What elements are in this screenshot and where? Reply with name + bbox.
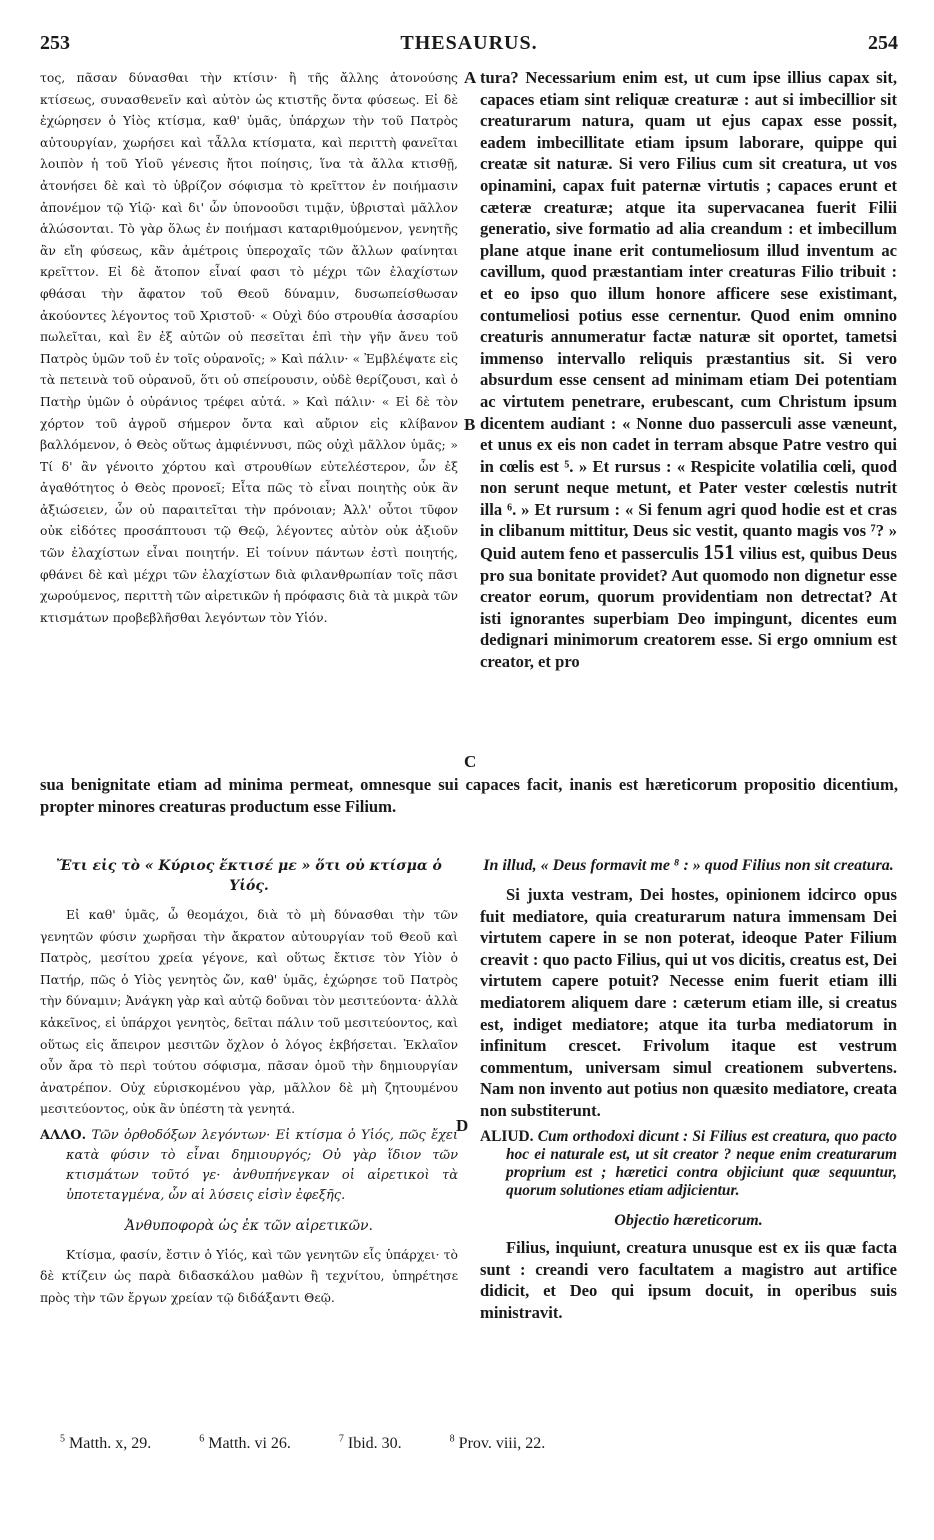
running-head — [40, 32, 898, 56]
margin-letter-b: B — [464, 415, 476, 434]
footnotes — [60, 1434, 900, 1456]
right-page-number: 254 — [868, 32, 898, 54]
greek-allo-block — [40, 1126, 458, 1206]
latin-section-heading: In illud, « Deus formavit me ⁸ : » quod Filius non sit creatura. — [483, 857, 894, 874]
footnote: $^5$ Matth. x, 29. — [60, 1434, 152, 1453]
greek-column-top — [40, 67, 458, 628]
greek-column-bottom — [40, 856, 458, 1308]
margin-letter-a: A — [464, 68, 477, 87]
left-page-number: 253 — [40, 32, 70, 54]
margin-letter-d: D — [456, 1116, 469, 1135]
latin-column-top — [480, 67, 897, 673]
running-title: THESAURUS. — [400, 32, 538, 54]
column-number: 151 — [703, 540, 735, 565]
latin-paragraph — [480, 67, 897, 673]
footnote: $^6$ Matth. vi 26. — [199, 1434, 291, 1453]
greek-paragraph: τος, πᾶσαν δύνασθαι τὴν κτίσιν· ἢ τῆς ἄλλης ἀτονούσης κτίσεως, συνασθενεῖν καὶ αὐτὸν ὡς κτιστῆς ὄντα φύσεως. Εἰ δὲ ἐχώρησεν ὁ Υἱὸς κτίσμα, καθ' ὑμᾶς, ὑπάρχων τὴν τοῦ Πατρὸς αὐτουργίαν, χωρήσει καὶ τἆλλα κτίσματα, καὶ περιττὴ φανεῖται λοιπὸν ἡ τοῦ Υἱοῦ γένεσις ἤτοι ποίησις, ἵνα τὰ ἄλλα κτισθῇ, ἀτονήσει δὲ καὶ τὸ ὑβρίζον σόφισμα τὸ κρεῖττον ἐν ποιήμασιν ἀπονέμον τῷ Υἱῷ· καὶ δι' ὧν ὑπονοοῦσι τιμᾷν, ὑβρισταὶ μᾶλλον ἁλώσονται. Τὸ γὰρ ὅλως ἐν ποιήμασι καταριθμούμενον, γενητῆς ἂν εἴη φύσεως, κἂν ἀμέτροις ὑπεροχαῖς τῶν ἄλλων φαίνηται κρεῖττον. Εἰ δὲ ἄτοπον εἶναί φασι τὸ μέχρι τῶν ἐλαχίστων φθάσαι τὴν ἄφατον τοῦ Θεοῦ δύναμιν, δυσωπείσθωσαν ἀκούοντες λέγοντος τοῦ Χριστοῦ· « Οὐχὶ δύο στρουθία ἀσσαρίου πωλεῖται, καὶ ἓν ἐξ αὐτῶν οὐ πεσεῖται ἐπὶ τὴν γῆν ἄνευ τοῦ Πατρὸς ὑμῶν τοῦ ἐν τοῖς οὐρανοῖς; » Καὶ πάλιν· « Ἐμβλέψατε εἰς τὰ πετεινὰ τοῦ οὐρανοῦ, ὅτι οὐ σπείρουσιν, οὐδὲ θερίζουσι, καὶ ὁ Πατὴρ ὑμῶν ὁ οὐράνιος τρέφει αὐτά. » Καὶ πάλιν· « Εἰ δὲ τὸν χόρτον τοῦ ἀγροῦ σήμερον ὄντα καὶ αὔριον εἰς κλίβανον βαλλόμενον, ὁ Θεὸς οὕτως ἀμφιέννυσι, πῶς οὐχὶ μᾶλλον ὑμᾶς; » Τί δ' ἂν γένοιτο χόρτου καὶ στρουθίων εὐτελέστερον, ὧν ἐξ ἀγαθότητος ὁ Θεὸς προνοεῖ; Εἶτα πῶς τὸ εἶναι ποιητὴς οὐκ ἂν ἀξιώσειεν, ὧν οὐ παραιτεῖται τὴν πρόνοιαν; Ἀλλ' οὗτοι τῦφον οὐκ εἰδότες προσάπτουσι τῷ Θεῷ, λέγοντες αὐτὸν οὐκ ἀξιοῦν τῶν ἐλαχίστων εἶναι ποιητήν. Εἰ τοίνυν πάντων ἐστὶ ποιητής, φθάνει δὲ καὶ μέχρι τῶν ἐλαχίστων διὰ φιλανθρωπίαν τοῖς πᾶσι χωρούμενος, περιττὴ τῶν αἱρετικῶν ἡ πρόφασις διὰ τὰ μικρὰ τῶν κτισμάτων προβεβλῆσθαι λεγόντων τὸν Υἱόν. — [40, 70, 458, 625]
footnote: $^7$ Ibid. 30. — [338, 1434, 402, 1453]
latin-text-after-number: vilius est, quibus Deus pro sua bonitate providet? Aut quomodo non dignetur esse creator eorum, quorum providentiam non detrectat? At isti ignorantes superbiam Deo impingunt, dicentes eum dedignari minimorum creatorem esse. Si ergo omnium est creator, et pro — [480, 544, 897, 672]
allo-text: Τῶν ὀρθοδόξων λεγόντων· Εἰ κτίσμα ὁ Υἱός, πῶς ἔχει κατὰ φύσιν τὸ εἶναι δημιουργός; Οὐ γὰρ ἴδιον τῶν κτισμάτων τοῦτό γε· ἀνθυπήνεγκαν οἱ αἱρετικοὶ τὰ ὑποτεταγμένα, ὧν αἱ λύσεις εἰσὶν ἐφεξῆς. — [66, 1127, 458, 1203]
latin-paragraph: Si juxta vestram, Dei hostes, opinionem idcirco opus fuit mediatore, quia creaturarum natura immensam Dei virtutem capere in se non poterat, ideoque Pater Filium creavit : quo pacto Filius, qui ut vos dicitis, creatus est, Dei virtutem capere potuit? Necesse enim fuerit etiam illi mediatorem aliquem dare : cæterum etiam ille, si creatus est, indiget mediatore; atque ita turba mediatorum in infinitum crescet. Frivolum itaque est vestrum commentum, universam simul creationem subvertens. Nam non invento aut potius non quæsito mediatore, creata non substiterunt. — [480, 885, 897, 1120]
latin-objection-heading: Objectio hæreticorum. — [614, 1211, 763, 1229]
aliud-label: ALIUD. — [480, 1127, 534, 1145]
greek-section-heading: Ἔτι εἰς τὸ « Κύριος ἔκτισέ με » ὅτι οὐ κτίσμα ὁ Υἱός. — [56, 858, 442, 894]
greek-paragraph: Κτίσμα, φασίν, ἔστιν ὁ Υἱός, καὶ τῶν γενητῶν εἷς ὑπάρχει· τὸ δὲ κτίζειν ὡς παρὰ διδασκάλου μαθὼν ἢ τεχνίτου, ὑπηρέτησε πρὸς τὴν τῶν ἔργων χρείαν τῷ διδάξαντι Θεῷ. — [40, 1246, 458, 1305]
allo-label: ΑΛΛΟ. — [40, 1127, 87, 1143]
latin-paragraph: Filius, inquiunt, creatura unusque est ex iis quæ facta sunt : creandi vero facultatem a magistro aut artifice didicit, et Deo qui ipsum docuit, in operibus suis ministravit. — [480, 1238, 897, 1322]
latin-column-bottom — [480, 856, 897, 1324]
greek-paragraph: Εἰ καθ' ὑμᾶς, ὦ θεομάχοι, διὰ τὸ μὴ δύνασθαι τὴν τῶν γενητῶν φύσιν χωρῆσαι τὴν ἄκρατον αὐτουργίαν τοῦ Θεοῦ καὶ Πατρὸς, μεσίτου χρεία γέγονε, καὶ οὕτως ἔκτισε τὸν Υἱὸν ὁ Πατήρ, πῶς ὁ Υἱὸς γενητὸς ὤν, καθ' ὑμᾶς, ἐχώρησε τοῦ Πατρὸς τὴν δύναμιν; Ἀνάγκη γὰρ καὶ αὐτῷ δοῦναι τὸν μεσιτεύοντα· ἀλλὰ κἀκεῖνος, εἰ ὑπάρχοι γενητὸς, δεῖται πάλιν τοῦ μεσιτεύοντος, καὶ οὕτως εἰς ἄπειρον μεσιτῶν ὄχλον ὁ λόγος ἐκβήσεται. Ἐκλαῖον οὖν ἄρα τὸ περὶ τούτου σόφισμα, πᾶσαν ὁμοῦ τὴν δημιουργίαν ἀνατρέπον. Οὐχ εὑρισκομένου γὰρ, μᾶλλον δὲ μὴ ζητουμένου μεσιτεύοντος, οὐκ ἂν ὑπέστη τὰ γενητά. — [40, 907, 458, 1117]
footnote: $^8$ Prov. viii, 22. — [449, 1434, 546, 1453]
greek-objection-heading: Ἀνθυποφορὰ ὡς ἐκ τῶν αἱρετικῶν. — [124, 1217, 373, 1234]
latin-text-before-number: tura? Necessarium enim est, ut cum ipse illius capax sit, capaces etiam sint reliquæ creaturæ : aut si imbecillior sit creaturarum natura, quam ut ejus capax esse possit, eadem imbecillitate etiam ipsum laborare, quippe qui creatæ sit naturæ. Si vero Filius cum sit creatura, ut vos opinamini, capax fuit paternæ virtutis ; capaces erunt et cæteræ creaturæ; atque ita supervacanea fuerit Filii generatio, sive formatio ad alia creandum : et imbecillum plane atque inane erit contumeliosum illud inventum ac cavillum, quod præstantiam inter creaturas Filio tribuit : et eo ipso quo illum honore afficere sese existimant, contumeliosi potius esse cernentur. Quod enim omnino creaturis annumeratur factæ naturæ sit oportet, tametsi immenso intervallo reliquis præstantius sit. Si vero absurdum esse censent ad minimam etiam Dei potentiam ac virtutem penetrare, erubescant, cum Christum ipsum dicentem audiant : « Nonne duo passerculi asse væneunt, et unus ex eis non cadet in terram absque Patre vestro qui in cœlis est ⁵. » Et rursus : « Respicite volatilia cœli, quod non serunt neque metunt, et Pater vester cœlestis nutrit illa ⁶. » Et rursum : « Si fenum agri quod hodie est et cras in clibanum mittitur, Deus sic vestit, quanto magis vos ⁷? » Quid autem feno et passerculis — [480, 68, 897, 564]
aliud-text: Cum orthodoxi dicunt : Si Filius est creatura, quo pacto hoc ei naturale est, ut sit creator ? neque enim creaturarum proprium est ; hæretici contra objiciunt quæ sequuntur, quorum solutiones etiam adjicientur. — [506, 1127, 897, 1199]
full-width-continuation: sua benignitate etiam ad minima permeat, omnesque sui capaces facit, inanis est hæreticorum propositio dicentium, propter minores creaturas productum esse Filium. — [40, 775, 898, 816]
latin-aliud-block — [480, 1128, 897, 1200]
margin-letter-c: C — [464, 752, 477, 771]
